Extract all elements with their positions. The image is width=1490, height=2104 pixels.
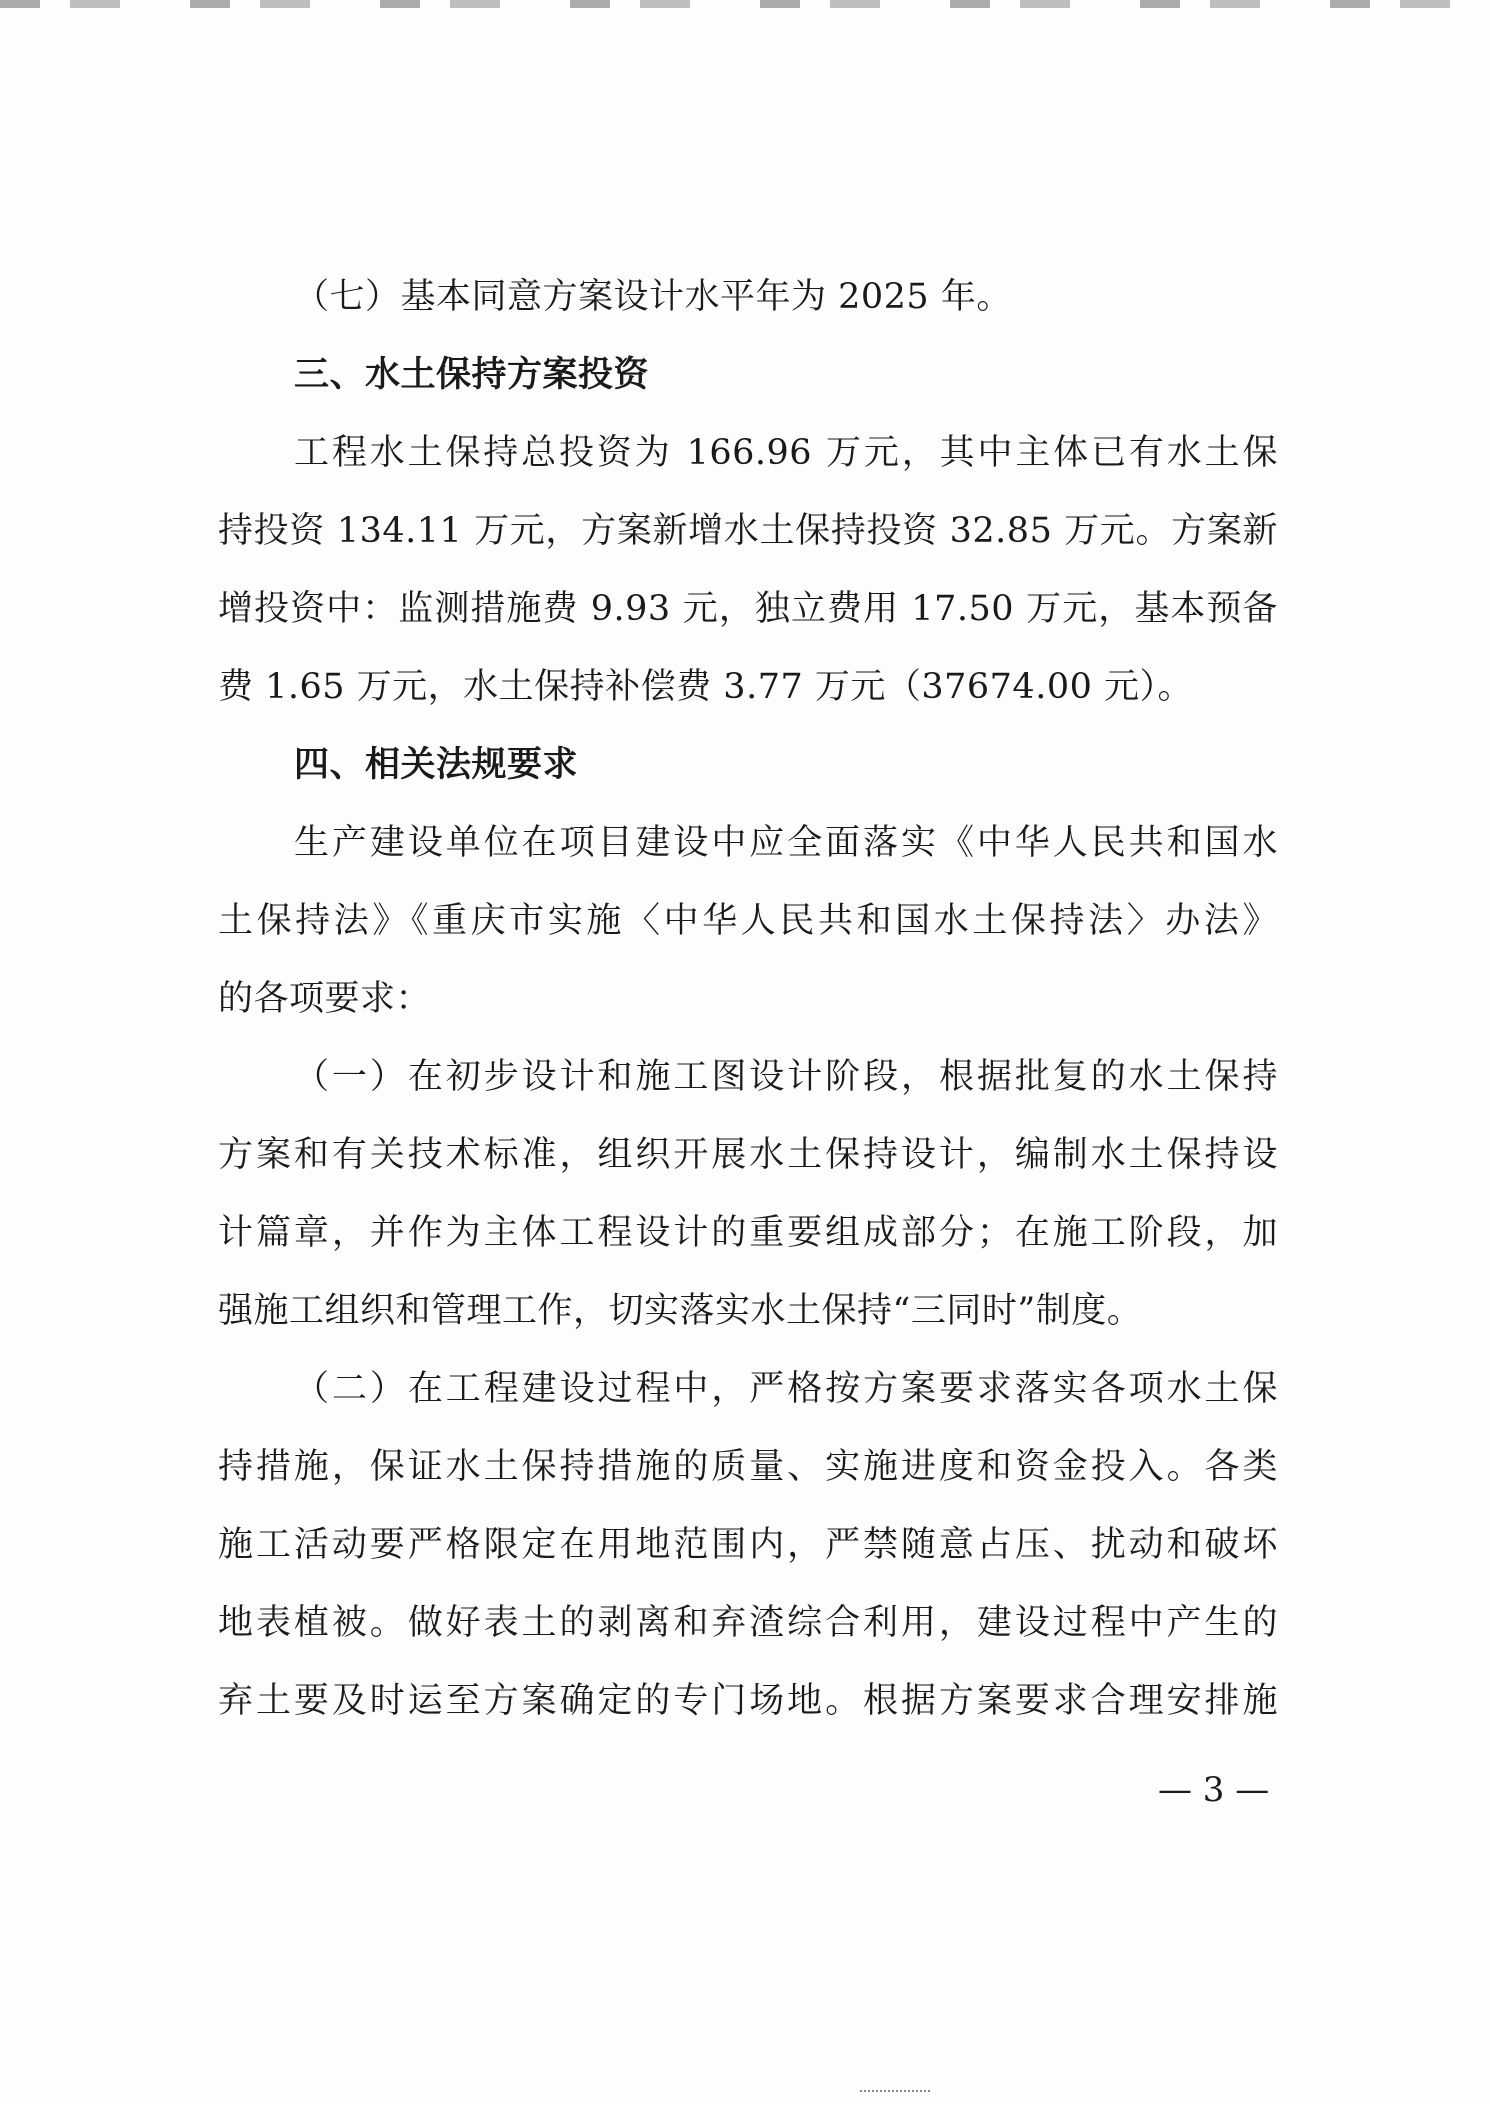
document-body xyxy=(218,258,1278,1740)
text-line: 增投资中：监测措施费 9.93 元，独立费用 17.50 万元，基本预备 xyxy=(218,589,1278,629)
scan-artifact-top xyxy=(0,0,1490,8)
text-line: 地表植被。做好表土的剥离和弃渣综合利用，建设过程中产生的 xyxy=(218,1603,1278,1643)
text-line: 土保持法》《重庆市实施〈中华人民共和国水土保持法〉办法》 xyxy=(218,901,1278,941)
section-heading: 四、相关法规要求 xyxy=(294,745,579,785)
text-line: 持措施，保证水土保持措施的质量、实施进度和资金投入。各类 xyxy=(218,1447,1278,1487)
text-line: 的各项要求： xyxy=(218,979,432,1019)
text-line: 计篇章，并作为主体工程设计的重要组成部分；在施工阶段，加 xyxy=(218,1213,1278,1253)
page-number: — 3 — xyxy=(1158,1770,1270,1810)
text-line: 生产建设单位在项目建设中应全面落实《中华人民共和国水 xyxy=(294,823,1278,863)
text-line: 强施工组织和管理工作，切实落实水土保持“三同时”制度。 xyxy=(218,1291,1143,1331)
text-line: 工程水土保持总投资为 166.96 万元，其中主体已有水土保 xyxy=(294,433,1278,473)
text-line: （七）基本同意方案设计水平年为 2025 年。 xyxy=(294,277,1012,317)
text-line: 费 1.65 万元，水土保持补偿费 3.77 万元（37674.00 元）。 xyxy=(218,667,1193,707)
scan-artifact-bottom xyxy=(860,2090,930,2096)
text-line: 弃土要及时运至方案确定的专门场地。根据方案要求合理安排施 xyxy=(218,1681,1278,1721)
text-line: 施工活动要严格限定在用地范围内，严禁随意占压、扰动和破坏 xyxy=(218,1525,1278,1565)
text-line: 方案和有关技术标准，组织开展水土保持设计，编制水土保持设 xyxy=(218,1135,1278,1175)
text-line: （二）在工程建设过程中，严格按方案要求落实各项水土保 xyxy=(294,1369,1278,1409)
text-line: （一）在初步设计和施工图设计阶段，根据批复的水土保持 xyxy=(294,1057,1278,1097)
text-line: 持投资 134.11 万元，方案新增水土保持投资 32.85 万元。方案新 xyxy=(218,511,1278,551)
section-heading: 三、水土保持方案投资 xyxy=(294,355,650,395)
